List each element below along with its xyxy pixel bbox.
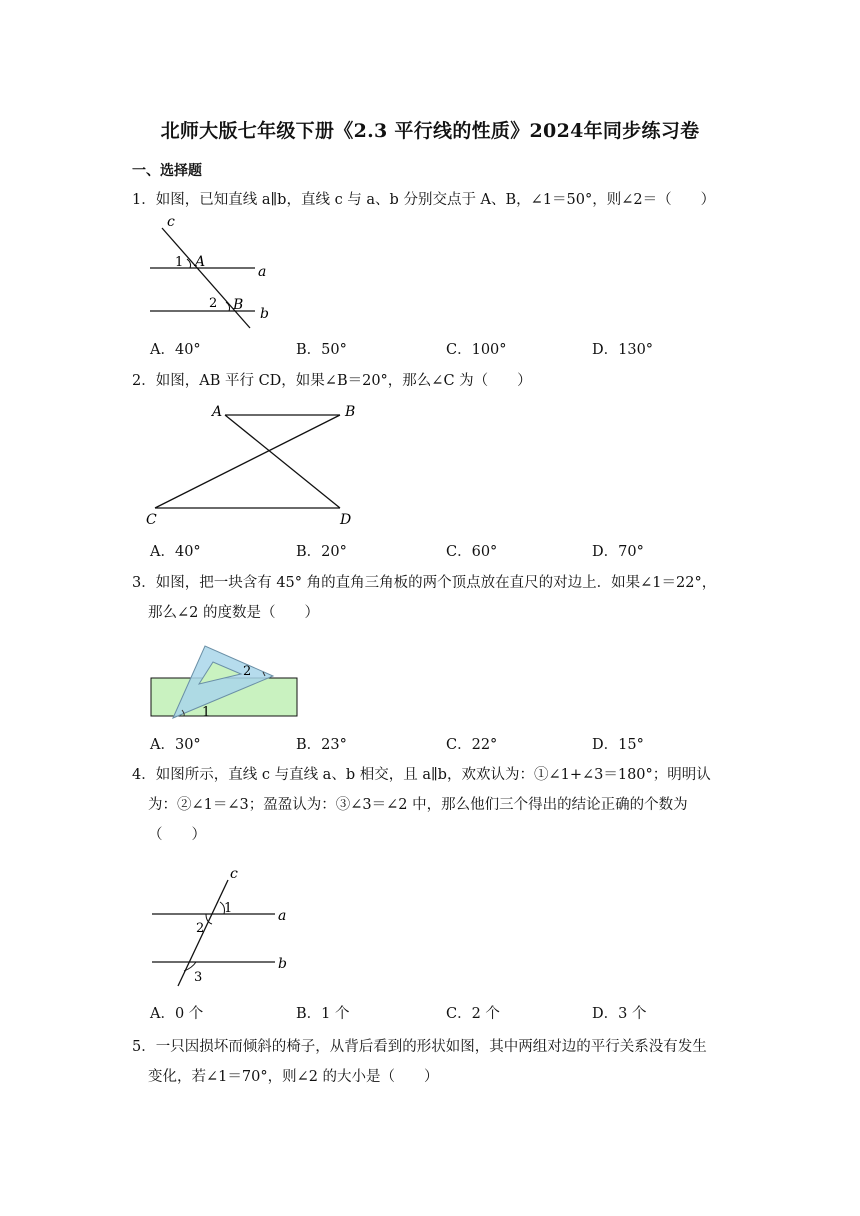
fig3-label-2: 2 bbox=[243, 664, 252, 679]
question-4-line-2: 为：②∠1＝∠3；盈盈认为：③∠3＝∠2 中，那么他们三个得出的结论正确的个数为 bbox=[148, 797, 688, 813]
question-4-figure bbox=[140, 862, 300, 992]
question-1-line: 1．如图，已知直线 a∥b，直线 c 与 a、b 分别交点于 A、B，∠1＝50°，则∠2＝（ ） bbox=[132, 192, 716, 208]
question-4-line-3: （ ） bbox=[148, 827, 206, 843]
question-2-text bbox=[132, 366, 532, 396]
question-5-text bbox=[132, 1032, 707, 1092]
question-3-figure bbox=[145, 638, 305, 722]
q2-option-c[interactable]: C．60° bbox=[446, 544, 498, 560]
question-5-line-2: 变化，若∠1＝70°，则∠2 的大小是（ ） bbox=[148, 1069, 439, 1085]
fig4-label-1: 1 bbox=[224, 901, 233, 916]
fig2-label-C: C bbox=[146, 512, 157, 528]
q4-option-d[interactable]: D．3 个 bbox=[592, 1006, 647, 1022]
fig1-label-c: c bbox=[167, 214, 175, 230]
question-1-figure bbox=[140, 210, 290, 335]
q4-option-b[interactable]: B．1 个 bbox=[296, 1006, 350, 1022]
fig4-label-3: 3 bbox=[194, 970, 203, 985]
fig2-label-B: B bbox=[345, 404, 356, 420]
fig1-label-a: a bbox=[258, 264, 267, 280]
q2-option-d[interactable]: D．70° bbox=[592, 544, 644, 560]
fig4-label-a: a bbox=[278, 908, 287, 924]
question-3-line-2: 那么∠2 的度数是（ ） bbox=[148, 605, 319, 621]
q3-option-a[interactable]: A．30° bbox=[150, 737, 201, 753]
question-5-line-1: 5．一只因损坏而倾斜的椅子，从背后看到的形状如图，其中两组对边的平行关系没有发生 bbox=[132, 1039, 707, 1055]
question-2-line: 2．如图，AB 平行 CD，如果∠B＝20°，那么∠C 为（ ） bbox=[132, 373, 532, 389]
fig1-label-A: A bbox=[195, 254, 206, 270]
q2-option-a[interactable]: A．40° bbox=[150, 544, 201, 560]
fig3-label-1: 1 bbox=[202, 705, 211, 720]
fig4-label-2: 2 bbox=[196, 921, 205, 936]
fig1-label-1: 1 bbox=[175, 255, 184, 270]
fig1-label-2: 2 bbox=[209, 296, 218, 311]
fig4-label-b: b bbox=[278, 956, 287, 972]
fig1-label-B: B bbox=[233, 297, 244, 313]
q4-option-c[interactable]: C．2 个 bbox=[446, 1006, 500, 1022]
q3-option-d[interactable]: D．15° bbox=[592, 737, 644, 753]
fig2-label-D: D bbox=[340, 512, 352, 528]
section-heading: 一、选择题 bbox=[132, 163, 202, 179]
q1-option-c[interactable]: C．100° bbox=[446, 342, 507, 358]
question-3-text bbox=[132, 568, 716, 628]
q1-option-d[interactable]: D．130° bbox=[592, 342, 654, 358]
question-4-text bbox=[132, 760, 711, 850]
question-4-line-1: 4．如图所示，直线 c 与直线 a、b 相交，且 a∥b，欢欢认为：①∠1+∠3＝180°；明明认 bbox=[132, 767, 711, 783]
q3-option-b[interactable]: B．23° bbox=[296, 737, 347, 753]
q1-option-b[interactable]: B．50° bbox=[296, 342, 347, 358]
fig4-label-c: c bbox=[230, 866, 238, 882]
q1-option-a[interactable]: A．40° bbox=[150, 342, 201, 358]
page-title: 北师大版七年级下册《2.3 平行线的性质》2024年同步练习卷 bbox=[160, 120, 700, 142]
q3-option-c[interactable]: C．22° bbox=[446, 737, 498, 753]
question-2-figure bbox=[140, 400, 365, 530]
q4-option-a[interactable]: A．0 个 bbox=[150, 1006, 204, 1022]
fig1-label-b: b bbox=[260, 306, 269, 322]
fig2-label-A: A bbox=[212, 404, 223, 420]
question-3-line-1: 3．如图，把一块含有 45° 角的直角三角板的两个顶点放在直尺的对边上．如果∠1＝22°， bbox=[132, 575, 717, 591]
q2-option-b[interactable]: B．20° bbox=[296, 544, 347, 560]
